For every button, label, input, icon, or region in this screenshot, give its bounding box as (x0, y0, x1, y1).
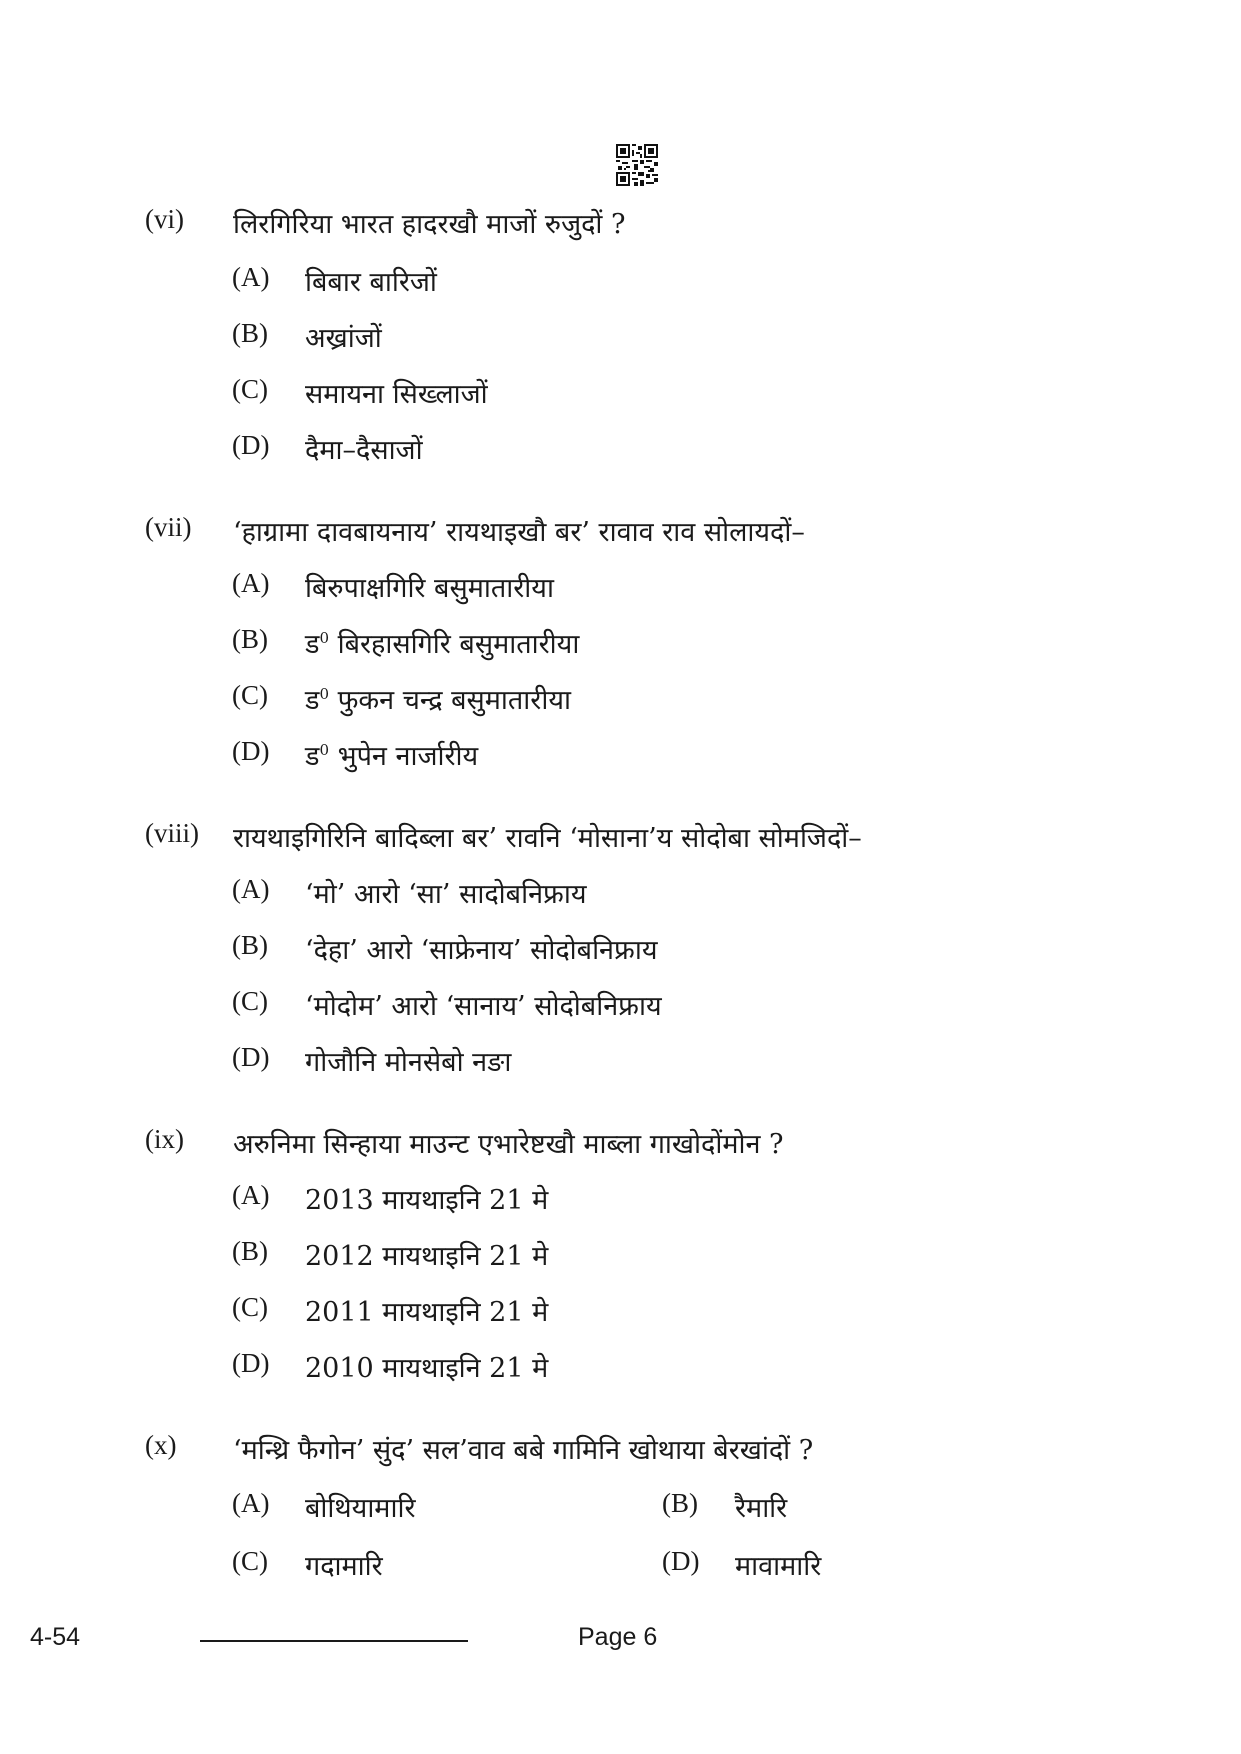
option-text: दैमा–दैसाजों (305, 435, 423, 466)
option-text: ‘मो’ आरो ‘सा’ सादोबनिफ्राय (305, 879, 587, 910)
option-text: ‘मोदोम’ आरो ‘सानाय’ सोदोबनिफ्राय (305, 991, 662, 1022)
option-text (305, 736, 478, 773)
option-label: (B) (232, 318, 268, 348)
footer-divider (200, 1640, 468, 1642)
option-label: (D) (232, 1348, 270, 1378)
option-label: (D) (232, 430, 270, 460)
option-label: (B) (662, 1488, 698, 1518)
option-name: फुकन चन्द्र बसुमातारीया (329, 685, 571, 716)
option-text: अख्रांजों (305, 323, 382, 354)
superscript: 0 (319, 629, 329, 647)
option-text: बोथियामारि (305, 1493, 416, 1524)
option-label: (D) (232, 736, 270, 766)
option-label: (C) (232, 1546, 268, 1576)
doctor-prefix: ड (305, 741, 320, 772)
superscript: 0 (319, 741, 329, 759)
option-label: (C) (232, 680, 268, 710)
doctor-prefix: ड (305, 629, 320, 660)
doctor-prefix: ड (305, 685, 320, 716)
option-label: (A) (232, 1180, 270, 1210)
question-number: (x) (145, 1430, 177, 1460)
option-name: बिरहासगिरि बसुमातारीया (329, 629, 580, 660)
option-text: गोजौनि मोनसेबो नङा (305, 1047, 512, 1078)
page-number: Page 6 (578, 1623, 658, 1651)
superscript: 0 (319, 685, 329, 703)
question-stem: लिरगिरिया भारत हादरखौ माजों रुजुदों ? (233, 209, 626, 240)
option-label: (B) (232, 624, 268, 654)
question-stem: रायथाइगिरिनि बादिब्ला बर’ रावनि ‘मोसाना’य सोदोबा सोमजिदों– (233, 823, 862, 854)
option-text: 2012 मायथाइनि 21 मे (305, 1241, 549, 1272)
option-text: समायना सिख्लाजों (305, 379, 488, 410)
option-text: 2013 मायथाइनि 21 मे (305, 1185, 549, 1216)
option-text (305, 680, 571, 717)
option-text (305, 624, 579, 661)
option-label: (B) (232, 930, 268, 960)
option-name: भुपेन नार्जारीय (329, 741, 479, 772)
question-number: (vi) (145, 204, 184, 234)
qr-code (616, 144, 658, 186)
option-text: रैमारि (735, 1493, 788, 1524)
option-text: बिबार बारिजों (305, 267, 437, 298)
option-label: (D) (662, 1546, 700, 1576)
option-label: (A) (232, 262, 270, 292)
question-stem: अरुनिमा सिन्हाया माउन्ट एभारेष्टखौ माब्ला गाखोदोंमोन ? (233, 1129, 784, 1160)
option-text: बिरुपाक्षगिरि बसुमातारीया (305, 573, 554, 604)
question-number: (viii) (145, 818, 199, 848)
option-text: 2011 मायथाइनि 21 मे (305, 1297, 549, 1328)
question-number: (ix) (145, 1124, 184, 1154)
option-text: ‘देहा’ आरो ‘साफ्रेनाय’ सोदोबनिफ्राय (305, 935, 658, 966)
option-label: (A) (232, 874, 270, 904)
option-label: (C) (232, 374, 268, 404)
option-label: (C) (232, 986, 268, 1016)
paper-code: 4-54 (30, 1623, 81, 1651)
question-number: (vii) (145, 512, 192, 542)
option-text: गदामारि (305, 1551, 383, 1582)
option-label: (A) (232, 1488, 270, 1518)
option-text: 2010 मायथाइनि 21 मे (305, 1353, 549, 1384)
question-stem: ‘मन्थ्रि फैगोन’ सुंद’ सल’वाव बबे गामिनि खोथाया बेरखांदों ? (233, 1435, 814, 1466)
option-label: (C) (232, 1292, 268, 1322)
option-label: (B) (232, 1236, 268, 1266)
option-label: (A) (232, 568, 270, 598)
option-label: (D) (232, 1042, 270, 1072)
option-text: मावामारि (735, 1551, 822, 1582)
question-stem: ‘हाग्रामा दावबायनाय’ रायथाइखौ बर’ रावाव राव सोलायदों– (233, 517, 805, 548)
